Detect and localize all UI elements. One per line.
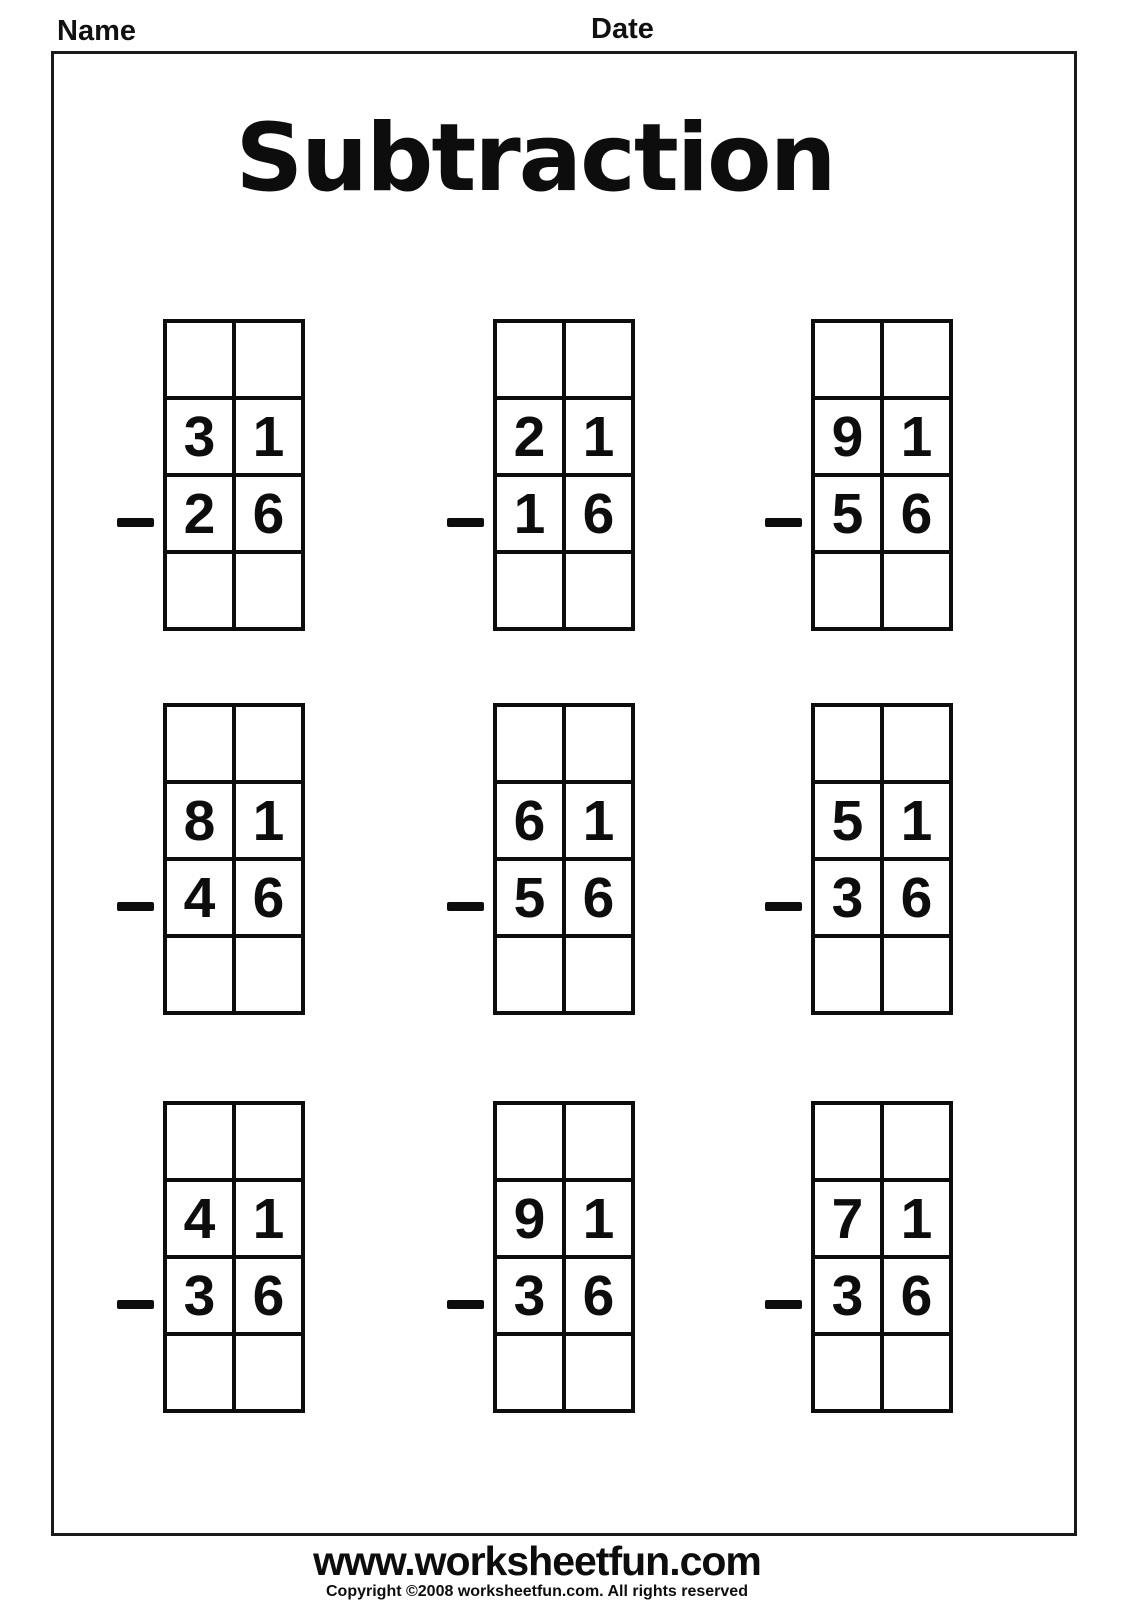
subtrahend-tens: 5 [813, 475, 882, 552]
answer-cell [564, 552, 633, 629]
answer-cell [882, 1334, 951, 1411]
answer-cell [882, 936, 951, 1013]
subtrahend-ones: 6 [564, 1257, 633, 1334]
borrow-cell [165, 1103, 234, 1180]
answer-cell [813, 936, 882, 1013]
subtrahend-tens: 4 [165, 859, 234, 936]
website-url: www.worksheetfun.com [313, 1538, 761, 1584]
borrow-cell [882, 1103, 951, 1180]
answer-cell [495, 1334, 564, 1411]
subtrahend-tens: 3 [495, 1257, 564, 1334]
problem-grid [163, 319, 305, 631]
minuend-tens: 5 [813, 782, 882, 859]
minuend-ones: 1 [882, 782, 951, 859]
minus-icon [117, 902, 154, 911]
subtraction-problem-9 [765, 1101, 955, 1413]
borrow-cell [813, 705, 882, 782]
minuend-tens: 2 [495, 398, 564, 475]
minuend-tens: 8 [165, 782, 234, 859]
subtrahend-tens: 1 [495, 475, 564, 552]
subtrahend-tens: 3 [813, 859, 882, 936]
minuend-ones: 1 [882, 398, 951, 475]
problem-grid [493, 1101, 635, 1413]
minus-icon [117, 518, 154, 527]
borrow-cell [564, 1103, 633, 1180]
subtrahend-ones: 6 [882, 859, 951, 936]
borrow-cell [495, 321, 564, 398]
problem-grid [493, 319, 635, 631]
footer [0, 1540, 1102, 1600]
borrow-cell [495, 1103, 564, 1180]
subtrahend-tens: 2 [165, 475, 234, 552]
borrow-cell [813, 321, 882, 398]
answer-cell [813, 1334, 882, 1411]
borrow-cell [882, 321, 951, 398]
answer-cell [564, 936, 633, 1013]
minus-icon [447, 518, 484, 527]
answer-cell [165, 552, 234, 629]
subtrahend-ones: 6 [882, 1257, 951, 1334]
minus-icon [447, 902, 484, 911]
borrow-cell [234, 1103, 303, 1180]
borrow-cell [813, 1103, 882, 1180]
problem-grid [811, 319, 953, 631]
answer-cell [495, 936, 564, 1013]
minuend-tens: 9 [495, 1180, 564, 1257]
minuend-tens: 4 [165, 1180, 234, 1257]
subtraction-problem-7 [117, 1101, 307, 1413]
answer-cell [165, 1334, 234, 1411]
borrow-cell [234, 321, 303, 398]
problem-grid [163, 703, 305, 1015]
problem-grid [811, 1101, 953, 1413]
borrow-cell [165, 321, 234, 398]
minus-icon [447, 1300, 484, 1309]
minus-icon [765, 1300, 802, 1309]
minuend-tens: 7 [813, 1180, 882, 1257]
answer-cell [495, 552, 564, 629]
subtrahend-ones: 6 [234, 1257, 303, 1334]
borrow-cell [882, 705, 951, 782]
minus-icon [765, 902, 802, 911]
problem-grid [163, 1101, 305, 1413]
answer-cell [234, 936, 303, 1013]
answer-cell [234, 552, 303, 629]
answer-cell [882, 552, 951, 629]
answer-cell [813, 552, 882, 629]
answer-cell [165, 936, 234, 1013]
minuend-ones: 1 [564, 1180, 633, 1257]
minus-icon [117, 1300, 154, 1309]
subtrahend-tens: 3 [165, 1257, 234, 1334]
minuend-ones: 1 [564, 782, 633, 859]
problem-grid [811, 703, 953, 1015]
worksheet-title: Subtraction [235, 104, 835, 213]
minuend-tens: 6 [495, 782, 564, 859]
borrow-cell [564, 705, 633, 782]
subtraction-problem-1 [117, 319, 307, 631]
borrow-cell [234, 705, 303, 782]
minuend-tens: 3 [165, 398, 234, 475]
borrow-cell [165, 705, 234, 782]
copyright-text: Copyright ©2008 worksheetfun.com. All rights reserved [326, 1583, 748, 1600]
subtraction-problem-5 [447, 703, 637, 1015]
answer-cell [234, 1334, 303, 1411]
subtrahend-tens: 3 [813, 1257, 882, 1334]
minuend-ones: 1 [234, 398, 303, 475]
subtraction-problem-3 [765, 319, 955, 631]
borrow-cell [564, 321, 633, 398]
subtrahend-ones: 6 [234, 475, 303, 552]
date-label: Date [591, 13, 654, 45]
subtrahend-ones: 6 [564, 475, 633, 552]
minuend-ones: 1 [234, 1180, 303, 1257]
minuend-ones: 1 [882, 1180, 951, 1257]
answer-cell [564, 1334, 633, 1411]
subtrahend-tens: 5 [495, 859, 564, 936]
subtraction-problem-6 [765, 703, 955, 1015]
subtrahend-ones: 6 [564, 859, 633, 936]
subtraction-problem-4 [117, 703, 307, 1015]
minuend-tens: 9 [813, 398, 882, 475]
problem-grid [493, 703, 635, 1015]
minuend-ones: 1 [234, 782, 303, 859]
subtraction-problem-2 [447, 319, 637, 631]
subtrahend-ones: 6 [882, 475, 951, 552]
subtrahend-ones: 6 [234, 859, 303, 936]
name-label: Name [57, 15, 136, 47]
minuend-ones: 1 [564, 398, 633, 475]
minus-icon [765, 518, 802, 527]
borrow-cell [495, 705, 564, 782]
subtraction-problem-8 [447, 1101, 637, 1413]
